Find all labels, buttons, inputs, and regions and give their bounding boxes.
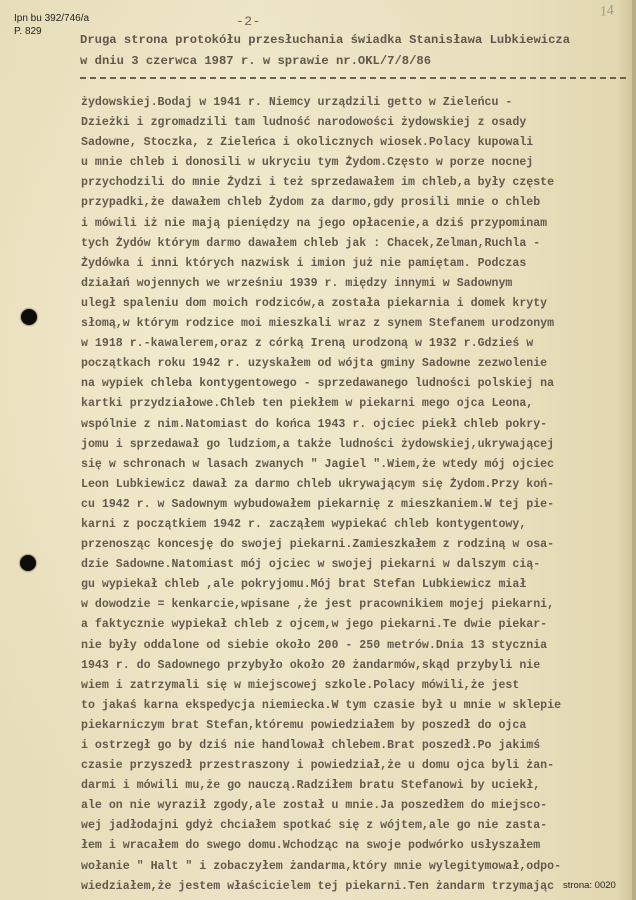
text-line: słomą,w którym rodzice moi mieszkali wraz z synem Stefanem urodzonym [81, 317, 555, 331]
text-line: karni z początkiem 1942 r. zacząłem wypiekać chleb kontygentowy, [81, 517, 527, 531]
punch-hole [20, 555, 36, 571]
text-line: wiedziałem,że jestem właścicielem tej piekarni.Ten żandarm trzymając [81, 879, 555, 893]
header-divider [80, 77, 626, 79]
archive-reference-line1: Ipn bu 392/746/a [14, 13, 90, 24]
text-line: początkach roku 1942 r. uzyskałem od wójta gminy Sadowne zezwolenie [81, 357, 548, 371]
text-line: i ostrzegł go by dziś nie handlował chlebem.Brat poszedł.Po jakimś [81, 739, 541, 752]
text-line: łem i wracałem do swego domu.Wchodząc na swoje podwórko usłyszałem [81, 839, 541, 853]
text-line: to jakaś karna ekspedycja niemiecka.W tym czasie był u mnie w sklepie [81, 698, 562, 712]
text-line: ale on nie wyraził zgody,ale został u mnie.Ja poszedłem do miejsco- [81, 799, 548, 813]
text-line: żydowskiej.Bodaj w 1941 r. Niemcy urządzili getto w Zieleńcu - [81, 96, 513, 109]
text-line: wiem i zatrzymali się w miejscowej szkole.Polacy mówili,że jest [81, 678, 520, 692]
text-line: a faktycznie wypiekał chleb z ojcem,w jego piekarni.Te dwie piekar- [81, 618, 548, 632]
text-line: przychodzili do mnie Żydzi i też sprzedawałem im chleb,a były częste [81, 176, 555, 190]
header-line2: w dniu 3 czerwca 1987 r. w sprawie nr.OKL/7/8/86 [80, 54, 432, 68]
text-line: Sadowne, Stoczka, z Zieleńca i okolicznych wiosek.Polacy kupowali [81, 136, 534, 150]
text-line: w 1918 r.-kawalerem,oraz z córką Ireną urodzoną w 1932 r.Gdzieś w [81, 337, 534, 351]
text-line: czasie przyszedł przestraszony i powiedział,że u domu ojca byli żan- [81, 759, 555, 773]
text-line: działań wojennych we wrześniu 1939 r. między innymi w Sadownym [81, 276, 513, 290]
text-line: dzie Sadowne.Natomiast mój ojciec w swojej piekarni w dalszym cią- [81, 558, 541, 572]
text-line: wej jadłodajni gdyż chciałem spotkać się z wójtem,ale go nie zasta- [81, 819, 548, 833]
archive-reference [14, 12, 89, 38]
text-line: darmi i mówili mu,że go nauczą.Radziłem bratu Stefanowi by uciekł, [81, 779, 541, 793]
text-line: kartki przydziałowe.Chleb ten piekłem w piekarni mego ojca Leona, [81, 397, 534, 411]
header-line1: Druga strona protokółu przesłuchania świadka Stanisława Lubkiewicza [80, 33, 571, 47]
text-line: uległ spaleniu dom moich rodziców,a została piekarnia i domek kryty [81, 296, 548, 310]
text-line: się w schronach w lasach zwanych " Jagiel ".Wiem,że wtedy mój ojciec [81, 457, 555, 471]
document-header [80, 30, 630, 72]
testimony-body [81, 93, 633, 897]
text-line: cu 1942 r. w Sadownym wybudowałem piekarnię z mieszkaniem.W tej pie- [81, 497, 555, 511]
text-line: w dowodzie = kenkarcie,wpisane ,że jest pracownikiem mojej piekarni, [81, 598, 555, 612]
page-marker: -2- [236, 14, 261, 29]
text-line: tych Żydów którym darmo dawałem chleb jak : Chacek,Zelman,Ruchla - [81, 236, 541, 250]
text-line: wołanie " Halt " i zobaczyłem żandarma,który mnie wylegitymował,odpo- [81, 859, 562, 873]
text-line: przenosząc koncesję do swojej piekarni.Zamieszkałem z rodziną w osa- [81, 538, 555, 552]
text-line: nie były oddalone od siebie około 200 - 250 metrów.Dnia 13 stycznia [81, 638, 548, 652]
text-line: i mówili iż nie mają pieniędzy na jego opłacenie,a dziś przypominam [81, 216, 548, 230]
archive-reference-line2: P. 829 [14, 26, 42, 37]
text-line: gu wypiekał chleb ,ale pokryjomu.Mój brat Stefan Lubkiewicz miał [81, 578, 527, 592]
scan-page-label: strona: 0020 [563, 880, 616, 891]
text-line: Dzieżki i zgromadzili tam ludność narodowości żydowskiej z osady [81, 116, 527, 130]
handwritten-folio-number: 14 [598, 3, 615, 20]
text-line: Leon Lubkiewicz dawał za darmo chleb ukrywającym się Żydom.Przy koń- [81, 477, 555, 491]
text-line: 1943 r. do Sadownego przybyło około 20 żandarmów,skąd przybyli nie [81, 658, 541, 672]
text-line: przypadki,że dawałem chleb Żydom za darmo,gdy prosili mnie o chleb [81, 196, 541, 210]
text-line: jomu i sprzedawał go ludziom,a także ludności żydowskiej,ukrywającej [81, 437, 555, 451]
text-line: na wypiek chleba kontygentowego - sprzedawanego ludności polskiej na [81, 377, 555, 391]
text-line: u mnie chleb i donosili w ukryciu tym Żydom.Często w porze nocnej [81, 156, 534, 170]
text-line: wspólnie z nim.Natomiast do końca 1943 r. ojciec piekł chleb pokry- [81, 417, 548, 431]
text-line: Żydówka i inni których nazwisk i imion już nie pamiętam. Podczas [81, 256, 527, 270]
text-line: piekarniczym brat Stefan,któremu powiedziałem by poszedł do ojca [81, 718, 527, 732]
punch-hole [21, 309, 37, 325]
